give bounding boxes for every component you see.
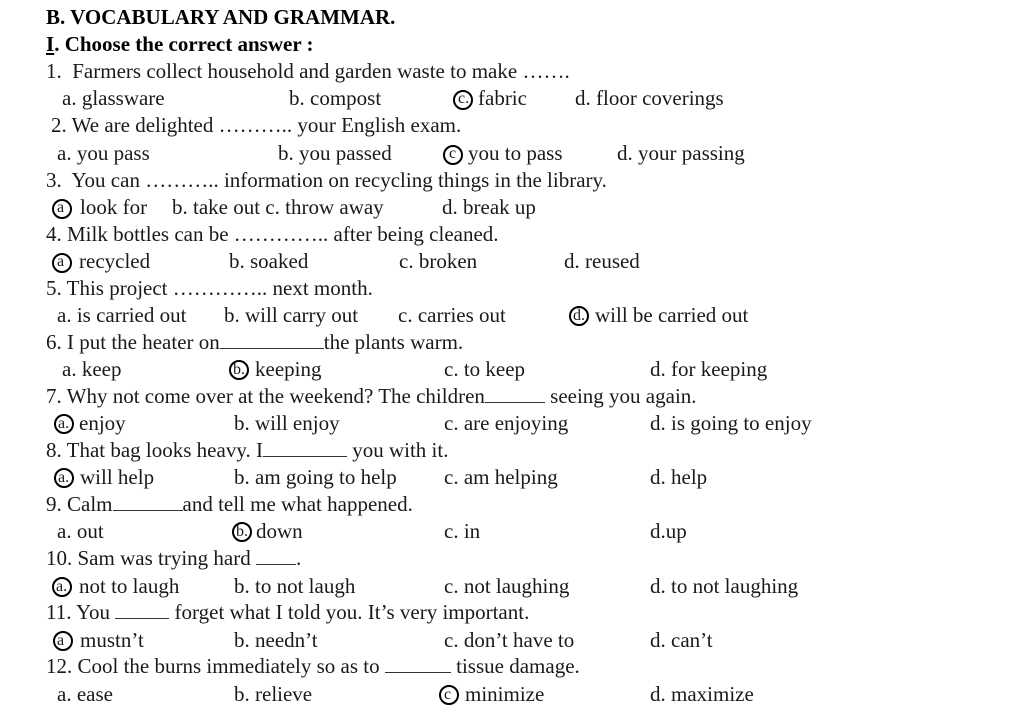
question-8-stem: 8. That bag looks heavy. I you with it. <box>46 438 449 462</box>
question-11-stem: 11. You forget what I told you. It’s very important. <box>46 600 530 624</box>
question-1-option-a: a. glassware <box>62 86 165 110</box>
question-2-option-c: you to pass <box>468 141 563 165</box>
question-8-option-a: will help <box>80 465 155 489</box>
question-5-option-c: c. carries out <box>398 303 506 327</box>
answer-blank <box>385 655 451 673</box>
question-12-option-c-letter: c <box>444 686 452 703</box>
answer-blank <box>220 331 324 349</box>
question-6-option-c: c. to keep <box>444 357 526 381</box>
question-7-stem: 7. Why not come over at the weekend? The children seeing you again. <box>46 384 697 408</box>
question-10-option-c: c. not laughing <box>444 574 570 598</box>
question-9-option-c: c. in <box>444 519 481 543</box>
question-10-option-b: b. to not laugh <box>234 574 356 598</box>
question-5-option-b: b. will carry out <box>224 303 359 327</box>
question-12-stem: 12. Cool the burns immediately so as to tissue damage. <box>46 654 580 678</box>
question-5-option-d: will be carried out <box>595 303 749 327</box>
question-6-option-b-letter: b. <box>233 361 245 378</box>
question-2-option-d: d. your passing <box>617 141 745 165</box>
question-9-option-d: d.up <box>650 519 687 543</box>
question-5-option-a: a. is carried out <box>57 303 187 327</box>
question-10-stem: 10. Sam was trying hard . <box>46 546 302 570</box>
question-10-option-a-letter: a. <box>56 578 68 595</box>
question-1-option-c: fabric <box>478 86 527 110</box>
question-1-option-c-letter: c. <box>458 90 470 107</box>
question-6-stem: 6. I put the heater on the plants warm. <box>46 330 464 354</box>
question-9-option-a: a. out <box>57 519 104 543</box>
question-11-option-c: c. don’t have to <box>444 628 575 652</box>
answer-blank <box>115 601 169 619</box>
question-9-stem: 9. Calm and tell me what happened. <box>46 492 413 516</box>
question-2-option-b: b. you passed <box>278 141 392 165</box>
section-heading: B. VOCABULARY AND GRAMMAR. <box>46 5 396 29</box>
question-2-option-c-letter: c <box>449 145 457 162</box>
question-10-option-a: not to laugh <box>79 574 180 598</box>
question-7-option-a-letter: a. <box>58 415 70 432</box>
question-3-options-b-c: b. take out c. throw away <box>172 195 384 219</box>
question-12-option-c: minimize <box>465 682 545 706</box>
question-3-option-d: d. break up <box>442 195 536 219</box>
question-3-stem: 3. You can ……….. information on recycling things in the library. <box>46 168 607 192</box>
question-12-option-a: a. ease <box>57 682 113 706</box>
question-11-option-b: b. needn’t <box>234 628 318 652</box>
question-7-option-a: enjoy <box>79 411 126 435</box>
question-7-option-c: c. are enjoying <box>444 411 569 435</box>
question-3-option-a: look for <box>80 195 148 219</box>
question-1-option-d: d. floor coverings <box>575 86 724 110</box>
question-9-option-b: down <box>256 519 303 543</box>
question-2-stem: 2. We are delighted ……….. your English exam. <box>51 113 462 137</box>
question-8-option-d: d. help <box>650 465 708 489</box>
answer-blank <box>263 439 347 457</box>
question-8-option-a-letter: a. <box>58 469 70 486</box>
question-5-option-d-letter: d. <box>573 307 585 324</box>
question-11-option-d: d. can’t <box>650 628 713 652</box>
question-8-option-b: b. am going to help <box>234 465 397 489</box>
question-7-option-b: b. will enjoy <box>234 411 340 435</box>
question-2-option-a: a. you pass <box>57 141 150 165</box>
question-3-option-a-letter: a <box>57 199 65 216</box>
question-7-option-d: d. is going to enjoy <box>650 411 812 435</box>
answer-blank <box>113 493 183 511</box>
question-5-stem: 5. This project ………….. next month. <box>46 276 373 300</box>
question-11-option-a: mustn’t <box>80 628 144 652</box>
question-10-option-d: d. to not laughing <box>650 574 799 598</box>
question-6-option-b: keeping <box>255 357 322 381</box>
question-12-option-b: b. relieve <box>234 682 313 706</box>
answer-blank <box>485 385 545 403</box>
question-4-stem: 4. Milk bottles can be ………….. after being cleaned. <box>46 222 499 246</box>
subheading: I. Choose the correct answer : <box>46 32 314 56</box>
question-6-option-d: d. for keeping <box>650 357 768 381</box>
question-4-option-a-letter: a <box>57 253 65 270</box>
question-1-option-b: b. compost <box>289 86 382 110</box>
question-12-option-d: d. maximize <box>650 682 754 706</box>
question-9-option-b-letter: b. <box>236 523 248 540</box>
question-1-stem: 1. Farmers collect household and garden waste to make ……. <box>46 59 570 83</box>
question-6-option-a: a. keep <box>62 357 122 381</box>
question-4-option-b: b. soaked <box>229 249 309 273</box>
question-4-option-a: recycled <box>79 249 151 273</box>
question-4-option-c: c. broken <box>399 249 478 273</box>
question-8-option-c: c. am helping <box>444 465 558 489</box>
question-11-option-a-letter: a <box>57 632 65 649</box>
question-4-option-d: d. reused <box>564 249 640 273</box>
answer-blank <box>256 547 296 565</box>
